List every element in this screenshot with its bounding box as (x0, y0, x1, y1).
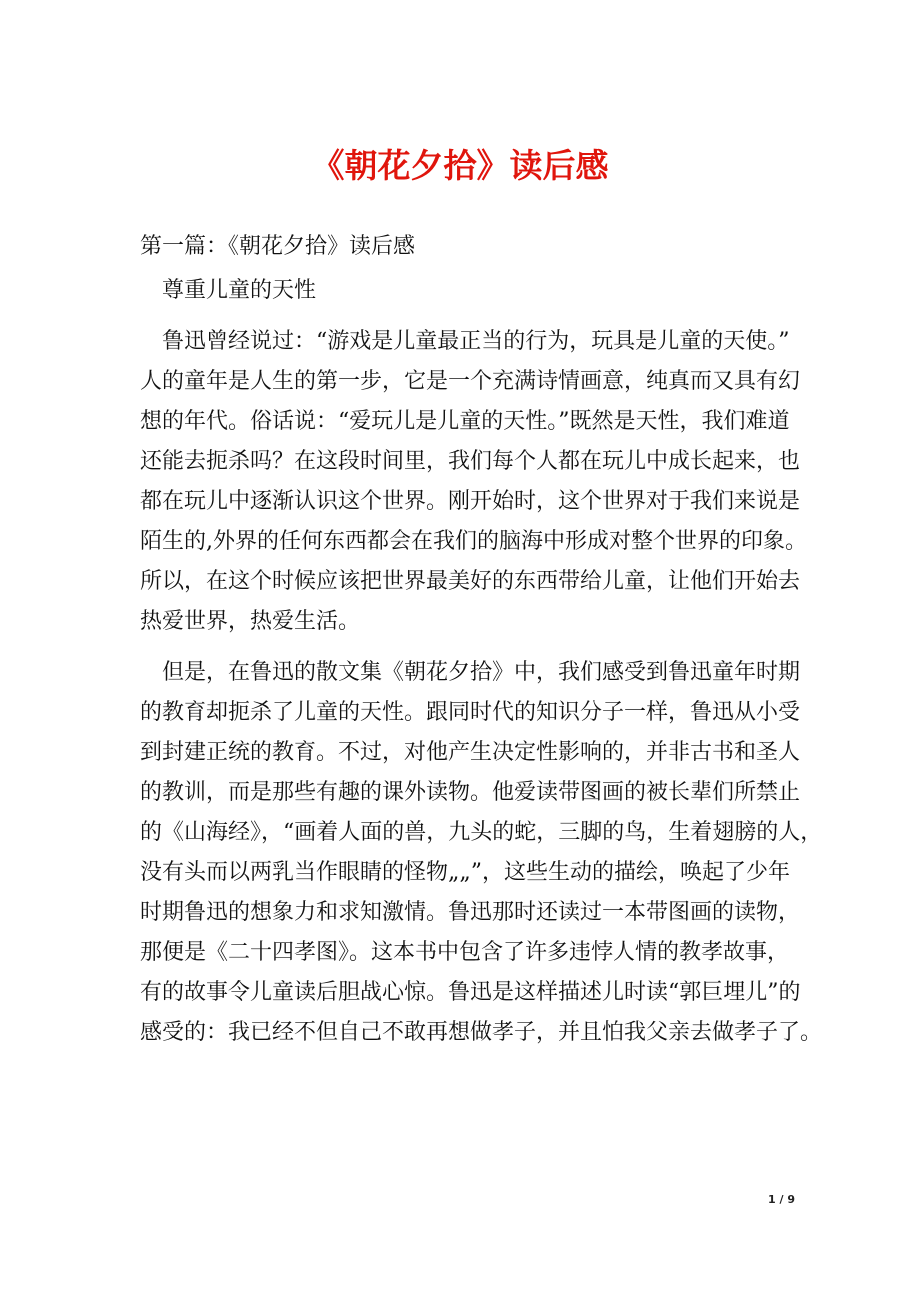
paragraph-1-line: 人的童年是人生的第一步，它是一个充满诗情画意，纯真而又具有幻 (140, 369, 801, 394)
document-body (140, 227, 823, 1053)
document-title: 《朝花夕拾》读后感 (311, 146, 609, 185)
paragraph-1-line: 陌生的,外界的任何东西都会在我们的脑海中形成对整个世界的印象。 (140, 529, 807, 554)
paragraph-2-line: 有的故事令儿童读后胆战心惊。鲁迅是这样描述儿时读“郭巨埋儿”的 (140, 980, 801, 1005)
page-number: 1 / 9 (768, 1193, 795, 1206)
section-heading: 第一篇：《朝花夕拾》读后感 (140, 234, 416, 259)
paragraph-2-line: 感受的：我已经不但自己不敢再想做孝子，并且怕我父亲去做孝子了。 (140, 1020, 823, 1045)
paragraph-2-line: 那便是《二十四孝图》。这本书中包含了许多违悖人情的教孝故事， (140, 940, 790, 965)
paragraph-2-line: 没有头而以两乳当作眼睛的怪物„„”，这些生动的描绘，唤起了少年 (140, 860, 791, 885)
paragraph-2-line: 的教育却扼杀了儿童的天性。跟同时代的知识分子一样，鲁迅从小受 (140, 700, 801, 725)
paragraph-2-line: 的《山海经》，“画着人面的兽，九头的蛇，三脚的鸟，生着翅膀的人， (140, 820, 823, 845)
paragraph-1-line: 还能去扼杀吗？在这段时间里，我们每个人都在玩儿中成长起来，也 (140, 449, 801, 474)
paragraph-1-line: 热爱世界，热爱生活。 (140, 609, 361, 634)
essay-subtitle: 尊重儿童的天性 (162, 278, 317, 303)
paragraph-1-line: 想的年代。俗话说：“爱玩儿是儿童的天性。”既然是天性，我们难道 (140, 409, 790, 434)
paragraph-1-line: 所以，在这个时候应该把世界最美好的东西带给儿童，让他们开始去 (140, 569, 801, 594)
paragraph-2-line: 到封建正统的教育。不过，对他产生决定性影响的，并非古书和圣人 (140, 740, 801, 765)
paragraph-1-line: 鲁迅曾经说过：“游戏是儿童最正当的行为，玩具是儿童的天使。” (162, 329, 790, 354)
paragraph-2-line: 但是，在鲁迅的散文集《朝花夕拾》中，我们感受到鲁迅童年时期 (162, 660, 801, 685)
paragraph-2-line: 的教训，而是那些有趣的课外读物。他爱读带图画的被长辈们所禁止 (140, 780, 801, 805)
paragraph-1-line: 都在玩儿中逐渐认识这个世界。刚开始时，这个世界对于我们来说是 (140, 489, 801, 514)
paragraph-2-line: 时期鲁迅的想象力和求知激情。鲁迅那时还读过一本带图画的读物， (140, 900, 801, 925)
